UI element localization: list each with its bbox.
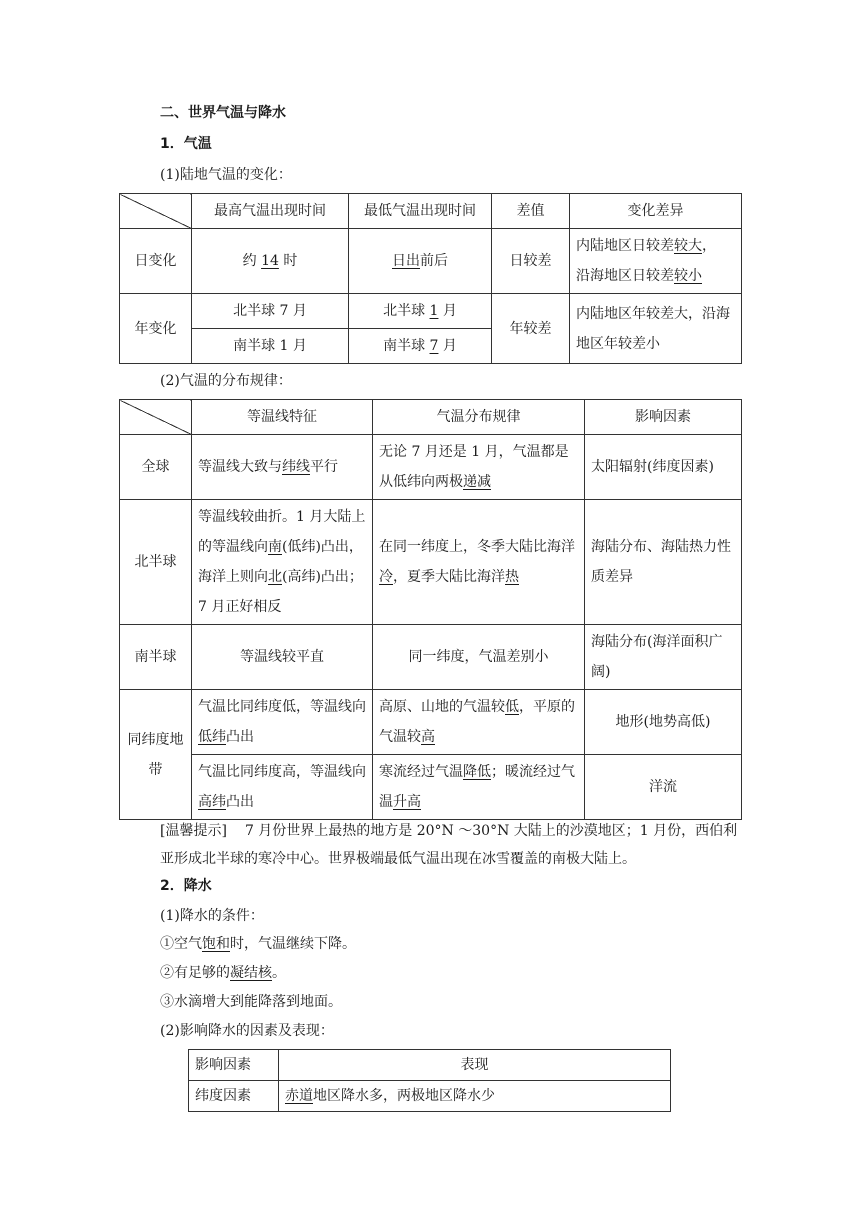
underlined-answer: 凝结核 [230, 965, 272, 981]
temp-distribution-subheading: (2)气温的分布规律： [160, 373, 292, 389]
table-header-row [120, 400, 742, 435]
table-header-cell: 影响因素 [189, 1050, 279, 1081]
table-row [120, 690, 742, 755]
underlined-answer: 低纬 [198, 729, 226, 745]
row-label: 南半球 [120, 625, 192, 690]
table-cell: 太阳辐射(纬度因素) [585, 435, 742, 500]
underlined-answer: 7 [429, 338, 439, 354]
precip-factors-table [188, 1049, 671, 1112]
row-label: 日变化 [120, 229, 192, 294]
table-row [120, 294, 742, 329]
underlined-answer: 14 [261, 253, 279, 269]
precip-condition-1: ①空气饱和时，气温继续下降。 [160, 936, 356, 952]
table-row [189, 1081, 671, 1112]
table-cell: 同一纬度，气温差别小 [373, 625, 585, 690]
table-row [120, 755, 742, 820]
table-cell: 南半球 1 月 [192, 329, 349, 364]
table-header-cell: 差值 [492, 194, 570, 229]
table-cell: 南半球 7 月 [349, 329, 492, 364]
row-label: 北半球 [120, 500, 192, 625]
table-cell: 高原、山地的气温较低，平原的气温较高 [373, 690, 585, 755]
underlined-answer: 低 [505, 699, 519, 715]
underlined-answer: 高纬 [198, 794, 226, 810]
table-header-cell: 影响因素 [585, 400, 742, 435]
table-cell: 无论 7 月还是 1 月，气温都是从低纬向两极递减 [373, 435, 585, 500]
precip-conditions-subheading: (1)降水的条件： [160, 908, 264, 924]
warm-tip [160, 817, 742, 873]
table-header-cell: 气温分布规律 [373, 400, 585, 435]
table-header-cell: 最低气温出现时间 [349, 194, 492, 229]
row-label: 全球 [120, 435, 192, 500]
underlined-answer: 1 [429, 303, 439, 319]
table-header-cell: 表现 [279, 1050, 671, 1081]
temp-distribution-table [119, 399, 742, 820]
underlined-answer: 冷 [379, 569, 393, 585]
underlined-answer: 南 [268, 539, 282, 555]
underlined-answer: 较小 [674, 268, 702, 284]
underlined-answer: 热 [505, 569, 519, 585]
row-label: 年变化 [120, 294, 192, 364]
row-label: 同纬度地带 [120, 690, 192, 820]
table-cell: 等温线大致与纬线平行 [192, 435, 373, 500]
table-cell: 等温线较曲折。1 月大陆上的等温线向南(低纬)凸出，海洋上则向北(高纬)凸出；7 月正好相反 [192, 500, 373, 625]
underlined-answer: 日出 [392, 253, 420, 269]
table-cell: 纬度因素 [189, 1081, 279, 1112]
table-row [120, 229, 742, 294]
table-header-cell: 最高气温出现时间 [192, 194, 349, 229]
table-cell: 北半球 1 月 [349, 294, 492, 329]
underlined-answer: 纬线 [282, 459, 310, 475]
table-header-cell: 变化差异 [570, 194, 742, 229]
underlined-answer: 较大 [674, 238, 702, 254]
temperature-heading: 1．气温 [160, 136, 212, 152]
table-row [120, 625, 742, 690]
table-row [120, 435, 742, 500]
diagonal-header-cell [120, 194, 192, 229]
table-header-cell: 等温线特征 [192, 400, 373, 435]
underlined-answer: 饱和 [202, 936, 230, 952]
precipitation-heading: 2．降水 [160, 878, 212, 894]
warm-tip-text: 7 月份世界上最热的地方是 20°N ～30°N 大陆上的沙漠地区；1 月份，西伯利亚形成北半球的寒冷中心。世界极端最低气温出现在冰雪覆盖的南极大陆上。 [160, 823, 738, 867]
table-cell: 海陆分布、海陆热力性质差异 [585, 500, 742, 625]
table-cell: 赤道地区降水多，两极地区降水少 [279, 1081, 671, 1112]
land-temp-change-table [119, 193, 742, 364]
underlined-answer: 高 [421, 729, 435, 745]
precip-factors-subheading: (2)影响降水的因素及表现： [160, 1023, 334, 1039]
table-cell: 在同一纬度上，冬季大陆比海洋冷，夏季大陆比海洋热 [373, 500, 585, 625]
table-cell: 地形(地势高低) [585, 690, 742, 755]
table-row [120, 500, 742, 625]
precip-condition-3: ③水滴增大到能降落到地面。 [160, 994, 342, 1010]
precip-condition-2: ②有足够的凝结核。 [160, 965, 286, 981]
diagonal-header-cell [120, 400, 192, 435]
table-cell: 海陆分布(海洋面积广阔) [585, 625, 742, 690]
underlined-answer: 降低 [463, 764, 491, 780]
table-header-row [189, 1050, 671, 1081]
underlined-answer: 赤道 [285, 1088, 313, 1104]
table-cell: 北半球 7 月 [192, 294, 349, 329]
underlined-answer: 北 [268, 569, 282, 585]
table-cell: 日出前后 [349, 229, 492, 294]
table-cell: 寒流经过气温降低；暖流经过气温升高 [373, 755, 585, 820]
table-header-row [120, 194, 742, 229]
land-temp-change-subheading: (1)陆地气温的变化： [160, 167, 292, 183]
table-cell: 日较差 [492, 229, 570, 294]
table-cell: 内陆地区日较差较大， 沿海地区日较差较小 [570, 229, 742, 294]
table-cell: 气温比同纬度高，等温线向高纬凸出 [192, 755, 373, 820]
warm-tip-label: [温馨提示] [160, 823, 227, 839]
table-cell: 气温比同纬度低，等温线向低纬凸出 [192, 690, 373, 755]
table-cell: 约 14 时 [192, 229, 349, 294]
underlined-answer: 升高 [393, 794, 421, 810]
section-title: 二、世界气温与降水 [160, 105, 286, 121]
table-cell: 等温线较平直 [192, 625, 373, 690]
table-cell: 洋流 [585, 755, 742, 820]
table-cell: 年较差 [492, 294, 570, 364]
underlined-answer: 递减 [463, 474, 491, 490]
table-cell: 内陆地区年较差大，沿海地区年较差小 [570, 294, 742, 364]
